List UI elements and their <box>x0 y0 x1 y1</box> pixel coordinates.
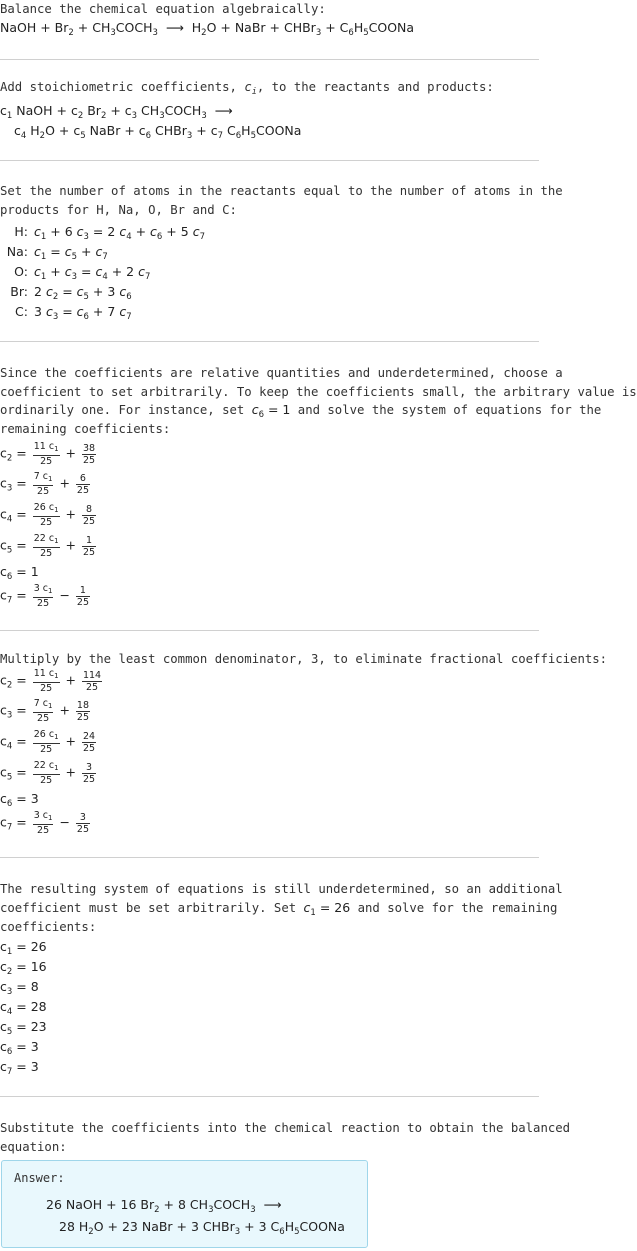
intro-coefficients: Add stoichiometric coefficients, $c_i$, to the reactants and products: <box>0 80 494 97</box>
solution-c4: $c_4$ = $\frac{26 c_1}{25}$ + $\frac{8}{25}$ <box>0 502 96 528</box>
substitute-text-2: equation: <box>0 1140 67 1154</box>
atom-equation-c: C: 3 $c_3 = c_6 + 7$ $c_7$ <box>15 304 132 322</box>
divider <box>0 1096 539 1097</box>
divider <box>0 341 539 342</box>
atom-equation-o: O: $c_1 + c_3 = c_4 + 2$ $c_7$ <box>14 264 151 282</box>
arbitrary-text-3: ordinarily one. For instance, set $c_6 = 1$ and solve the system of equations for the <box>0 402 602 420</box>
divider <box>0 59 539 60</box>
atom-equation-na: Na: $c_1 = c_5 + c_7$ <box>6 244 108 262</box>
arbitrary-text-4: remaining coefficients: <box>0 422 171 436</box>
balanced-equation-line2: 28 $H_2O + 23$ NaBr + 3 CHBr$_3$ + 3 $C_6H_5COONa$ <box>59 1219 345 1237</box>
underdetermined-text-1: The resulting system of equations is still underdetermined, so an additional <box>0 882 563 896</box>
scaled-c3: $c_3$ = $\frac{7 c_1}{25}$ + $\frac{18}{25}$ <box>0 698 89 724</box>
unbalanced-equation: NaOH + $Br_2$ + $CH_3COCH_3$ ⟶ $H_2O$ + NaBr + CHBr$_3$ + $C_6H_5COONa$ <box>0 20 415 38</box>
solution-c3: $c_3$ = $\frac{7 c_1}{25}$ + $\frac{6}{25}$ <box>0 471 89 497</box>
scaled-c4: $c_4$ = $\frac{26 c_1}{25}$ + $\frac{24}{25}$ <box>0 729 96 755</box>
final-c5: $c_5 = 23$ <box>0 1019 47 1037</box>
solution-c2: $c_2$ = $\frac{11 c_1}{25}$ + $\frac{38}{25}$ <box>0 441 96 467</box>
substitute-text-1: Substitute the coefficients into the chemical reaction to obtain the balanced <box>0 1121 571 1135</box>
final-c7: $c_7 = 3$ <box>0 1059 39 1077</box>
balanced-equation-line1: 26 NaOH + 16 $Br_2 + 8$ $CH_3COCH_3$ ⟶ <box>46 1197 282 1215</box>
scaled-c2: $c_2$ = $\frac{11 c_1}{25}$ + $\frac{114}{25}$ <box>0 668 102 694</box>
final-c1: $c_1 = 26$ <box>0 939 47 957</box>
divider <box>0 857 539 858</box>
atom-equation-h: H: $c_1 + 6$ $c_3 = 2$ $c_4 + c_6 + 5$ $c_7$ <box>14 224 205 242</box>
final-c4: $c_4 = 28$ <box>0 999 47 1017</box>
coefficient-equation-line2: $c_4$ $H_2O + c_5$ NaBr + $c_6$ CHBr$_3$ + $c_7$ $C_6H_5COONa$ <box>14 123 302 141</box>
scaled-c5: $c_5$ = $\frac{22 c_1}{25}$ + $\frac{3}{25}$ <box>0 760 96 786</box>
intro-atoms-1: Set the number of atoms in the reactants equal to the number of atoms in the <box>0 184 563 198</box>
arbitrary-text-1: Since the coefficients are relative quantities and underdetermined, choose a <box>0 366 563 380</box>
intro-balance: Balance the chemical equation algebraically: <box>0 2 326 16</box>
solution-c7: $c_7$ = $\frac{3 c_1}{25}$ − $\frac{1}{25}$ <box>0 583 89 609</box>
final-c6: $c_6 = 3$ <box>0 1039 39 1057</box>
coefficient-equation-line1: $c_1$ NaOH + $c_2$ $Br_2 + c_3$ $CH_3COCH_3$ ⟶ <box>0 103 233 121</box>
intro-atoms-2: products for H, Na, O, Br and C: <box>0 203 237 217</box>
scaled-c7: $c_7$ = $\frac{3 c_1}{25}$ − $\frac{3}{25}$ <box>0 810 89 836</box>
underdetermined-text-2: coefficient must be set arbitrarily. Set $c_1 = 26$ and solve for the remaining <box>0 900 558 918</box>
underdetermined-text-3: coefficients: <box>0 920 97 934</box>
multiply-intro: Multiply by the least common denominator, 3, to eliminate fractional coefficients: <box>0 652 608 666</box>
divider <box>0 630 539 631</box>
scaled-c6: $c_6 = 3$ <box>0 791 39 809</box>
divider <box>0 160 539 161</box>
solution-c6: $c_6 = 1$ <box>0 564 39 582</box>
answer-box <box>1 1160 368 1248</box>
answer-title: Answer: <box>14 1171 65 1185</box>
final-c3: $c_3 = 8$ <box>0 979 39 997</box>
final-c2: $c_2 = 16$ <box>0 959 47 977</box>
arbitrary-text-2: coefficient to set arbitrarily. To keep the coefficients small, the arbitrary value is <box>0 385 637 399</box>
solution-c5: $c_5$ = $\frac{22 c_1}{25}$ + $\frac{1}{25}$ <box>0 533 96 559</box>
atom-equation-br: Br: 2 $c_2 = c_5 + 3$ $c_6$ <box>10 284 132 302</box>
